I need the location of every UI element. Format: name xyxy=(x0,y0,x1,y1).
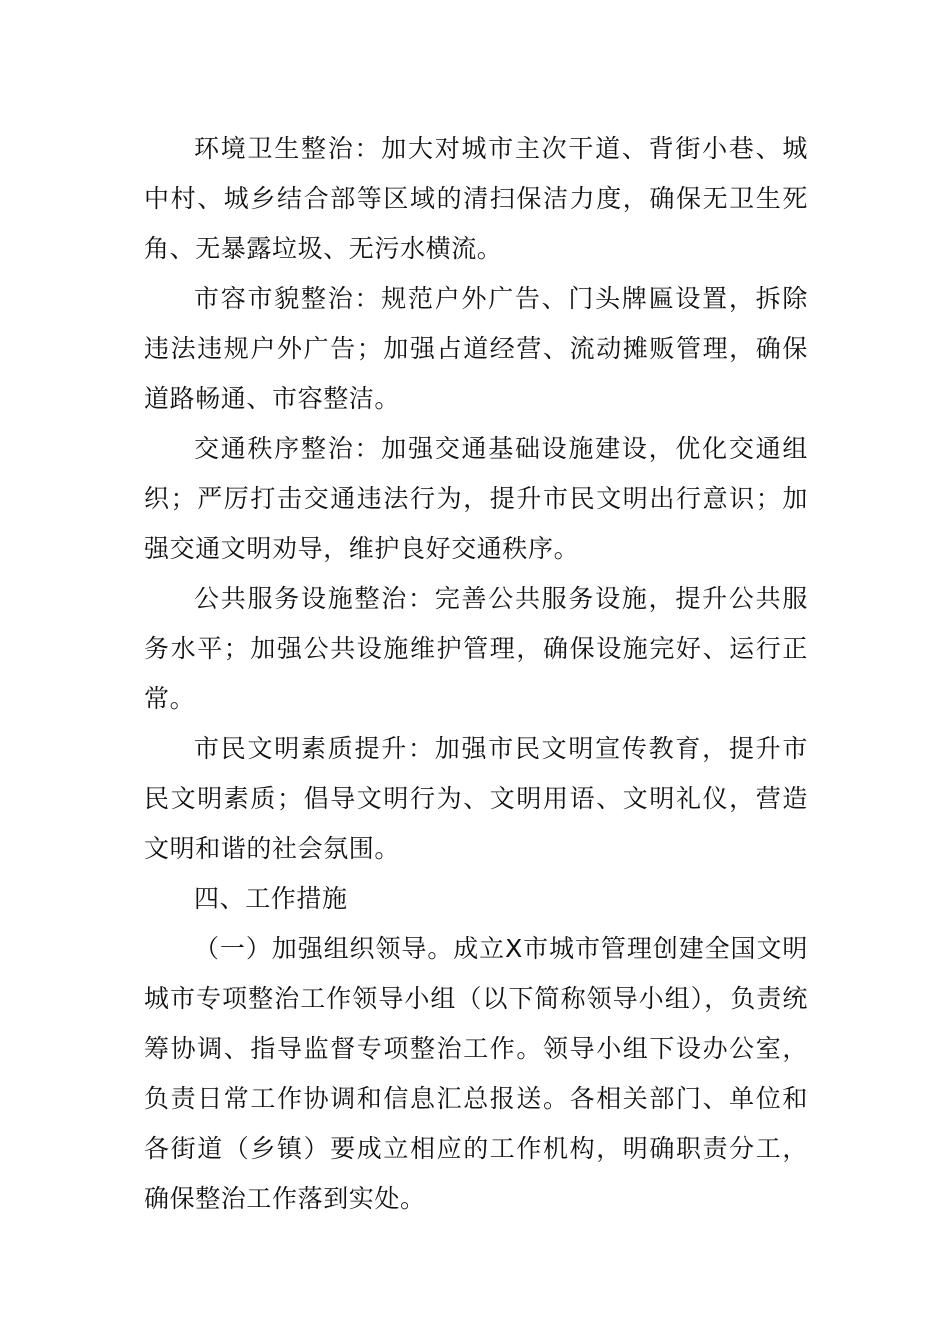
section-heading-work-measures: 四、工作措施 xyxy=(194,884,348,913)
paragraph-organization-leadership: （一）加强组织领导。成立X市城市管理创建全国文明城市专项整治工作领导小组（以下简称领导小组），负责统筹协调、指导监督专项整治工作。领导小组下设办公室，负责日常工作协调和信息汇总报送。各相关部门、单位和各街道（乡镇）要成立相应的工作机构，明确职责分工，确保整治工作落到实处。 xyxy=(144,934,808,1213)
paragraph-traffic-order: 交通秩序整治：加强交通基础设施建设，优化交通组织；严厉打击交通违法行为，提升市民文明出行意识；加强交通文明劝导，维护良好交通秩序。 xyxy=(144,434,808,563)
paragraph-civic-quality: 市民文明素质提升：加强市民文明宣传教育，提升市民文明素质；倡导文明行为、文明用语、文明礼仪，营造文明和谐的社会氛围。 xyxy=(144,734,808,863)
paragraph-environment-sanitation: 环境卫生整治：加大对城市主次干道、背街小巷、城中村、城乡结合部等区域的清扫保洁力度，确保无卫生死角、无暴露垃圾、无污水横流。 xyxy=(144,134,808,263)
document-body xyxy=(144,124,808,1224)
paragraph-city-appearance: 市容市貌整治：规范户外广告、门头牌匾设置，拆除违法违规户外广告；加强占道经营、流动摊贩管理，确保道路畅通、市容整洁。 xyxy=(144,284,808,413)
paragraph-public-facilities: 公共服务设施整治：完善公共服务设施，提升公共服务水平；加强公共设施维护管理，确保设施完好、运行正常。 xyxy=(144,584,808,713)
